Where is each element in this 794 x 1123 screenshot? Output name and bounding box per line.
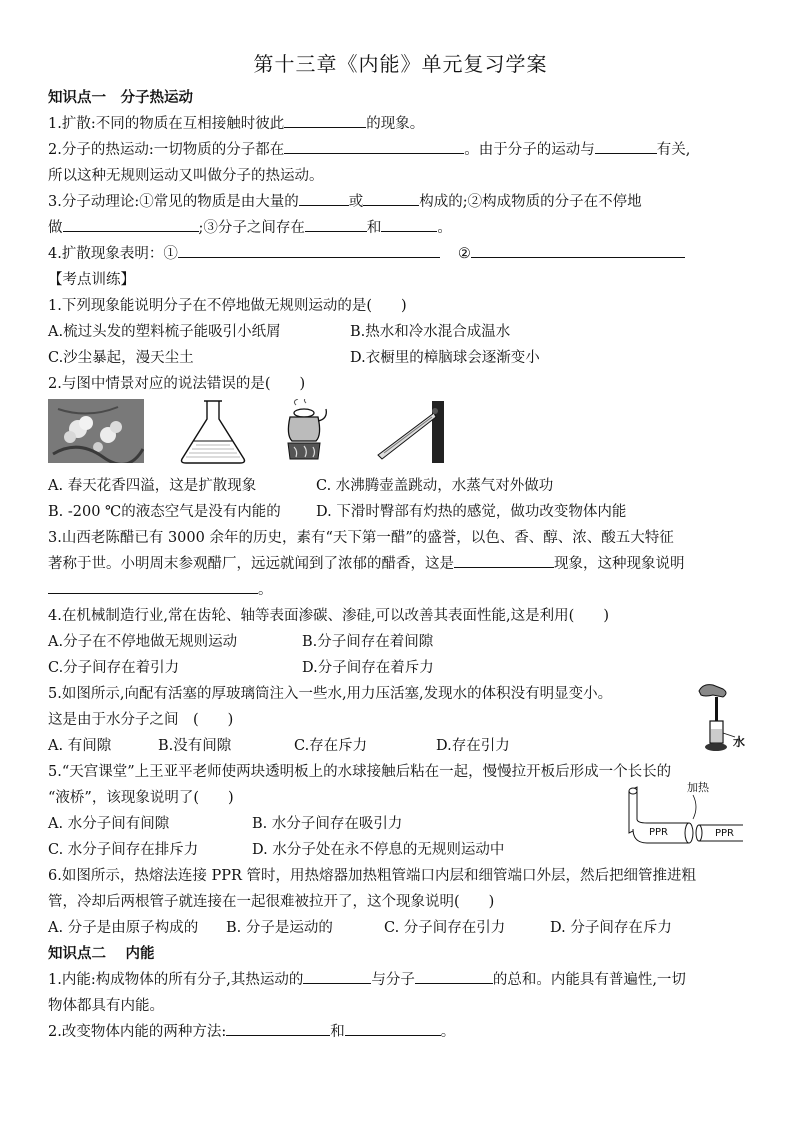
option-b[interactable]: B. 分子是运动的 <box>226 920 333 936</box>
question-5-cont: 这是由于水分子之间 ( ) <box>48 712 234 728</box>
fill-blank[interactable] <box>454 553 554 568</box>
option-d[interactable]: D.分子间存在着斥力 <box>302 660 434 676</box>
fill-blank[interactable] <box>471 243 685 258</box>
training-heading: 【考点训练】 <box>48 272 135 288</box>
slide-figure <box>374 399 454 469</box>
ppr-label-left: PPR <box>649 827 669 838</box>
piston-cylinder-figure <box>693 681 753 759</box>
question-4: 4.在机械制造行业,常在齿轮、轴等表面渗碳、渗硅,可以改善其表面性能,这是利用( ) <box>48 608 609 624</box>
text: 的现象。 <box>366 116 425 132</box>
text: 构成的;②构成物质的分子在不停地 <box>419 194 642 210</box>
option-c[interactable]: C.分子间存在着引力 <box>48 660 180 676</box>
fill-blank[interactable] <box>226 1021 330 1036</box>
fill-blank[interactable] <box>595 139 657 154</box>
question-4-options-cd <box>48 655 753 681</box>
option-a[interactable]: A. 春天花香四溢，这是扩散现象 <box>48 478 257 494</box>
option-c[interactable]: C. 水沸腾壶盖跳动，水蒸气对外做功 <box>316 478 554 494</box>
text: 。 <box>437 220 452 236</box>
fill-blank[interactable] <box>299 191 349 206</box>
question-5: 5.如图所示,向配有活塞的厚玻璃筒注入一些水,用力压活塞,发现水的体积没有明显变小。 <box>48 686 613 702</box>
heat-label: 加热 <box>687 781 709 794</box>
kp2-item-2 <box>48 1019 753 1045</box>
text: 与分子 <box>371 972 415 988</box>
question-1-options-ab <box>48 319 753 345</box>
flowers-photo <box>48 399 144 467</box>
question-4-options-ab <box>48 629 753 655</box>
option-a[interactable]: A. 分子是由原子构成的 <box>48 920 199 936</box>
water-label: 水 <box>733 735 746 749</box>
text: ;③分子之间存在 <box>198 220 305 236</box>
kp1-item-3 <box>48 189 753 215</box>
question-5-options <box>48 733 753 759</box>
section-heading-2: 知识点二 内能 <box>48 945 155 962</box>
option-a[interactable]: A.分子在不停地做无规则运动 <box>48 634 238 650</box>
fill-blank[interactable] <box>381 217 437 232</box>
option-d[interactable]: D.衣橱里的樟脑球会逐渐变小 <box>350 350 540 366</box>
text: 。 <box>440 1024 456 1040</box>
text: 。 <box>258 582 273 598</box>
kp1-item-4 <box>48 241 753 267</box>
fill-blank[interactable] <box>363 191 419 206</box>
boiling-kettle-figure <box>278 399 332 469</box>
text: 现象，这种现象说明 <box>554 556 685 572</box>
flask-figure <box>176 399 250 469</box>
option-b[interactable]: B. 水分子间存在吸引力 <box>252 816 403 832</box>
text: 或 <box>348 194 364 210</box>
question-1: 1.下列现象能说明分子在不停地做无规则运动的是( ) <box>48 298 407 314</box>
option-a[interactable]: A.梳过头发的塑料梳子能吸引小纸屑 <box>48 324 281 340</box>
worksheet-page <box>48 48 753 1045</box>
option-c[interactable]: C.存在斥力 <box>294 738 368 754</box>
option-d[interactable]: D. 水分子处在永不停息的无规则运动中 <box>252 842 505 858</box>
question-6-options <box>48 915 753 941</box>
text: 2.改变物体内能的两种方法: <box>48 1024 227 1040</box>
text: ② <box>457 246 471 262</box>
question-2-options-ac <box>48 473 753 499</box>
fill-blank[interactable] <box>178 243 440 258</box>
text: 有关, <box>656 142 691 158</box>
text: 做 <box>48 220 63 236</box>
kp1-item-1 <box>48 111 753 137</box>
option-c[interactable]: C. 水分子间存在排斥力 <box>48 842 199 858</box>
ppr-label-right: PPR <box>715 828 735 839</box>
text: 。由于分子的运动与 <box>464 142 595 158</box>
option-d[interactable]: D. 分子间存在斥力 <box>550 920 672 936</box>
question-1-options-cd <box>48 345 753 371</box>
fill-blank[interactable] <box>345 1021 441 1036</box>
question-3-cont <box>48 551 753 577</box>
kp2-item-1 <box>48 967 753 993</box>
text: 2.分子的热运动:一切物质的分子都在 <box>48 142 285 158</box>
option-b[interactable]: B. -200 ℃的液态空气是没有内能的 <box>48 504 281 520</box>
section-heading-1: 知识点一 分子热运动 <box>48 89 193 106</box>
page-title: 第十三章《内能》单元复习学案 <box>253 52 548 76</box>
fill-blank[interactable] <box>303 969 371 984</box>
text: 著称于世。小明周末参观醋厂，远远就闻到了浓郁的醋香，这是 <box>48 556 454 572</box>
question-5-block <box>48 681 753 759</box>
fill-blank[interactable] <box>415 969 493 984</box>
text: 3.分子动理论:①常见的物质是由大量的 <box>48 194 299 210</box>
kp1-item-2 <box>48 137 753 163</box>
kp1-item-3-cont <box>48 215 753 241</box>
option-d[interactable]: D. 下滑时臀部有灼热的感觉，做功改变物体内能 <box>316 504 627 520</box>
question-3-cont-2 <box>48 577 753 603</box>
question-2: 2.与图中情景对应的说法错误的是( ) <box>48 376 306 392</box>
fill-blank[interactable] <box>48 579 258 594</box>
text: 1.扩散:不同的物质在互相接触时彼此 <box>48 116 285 132</box>
question-6-cont: 管，冷却后两根管子就连接在一起很难被拉开了，这个现象说明( ) <box>48 894 495 910</box>
fill-blank[interactable] <box>284 113 366 128</box>
question-2-options-bd <box>48 499 753 525</box>
question-5-tiangong: 5.“天宫课堂”上王亚平老师使两块透明板上的水球接触后粘在一起，慢慢拉开板后形成一个长长的 <box>48 764 672 780</box>
option-b[interactable]: B.没有间隙 <box>158 738 232 754</box>
fill-blank[interactable] <box>63 217 199 232</box>
question-5-tiangong-cont: “液桥”，该现象说明了( ) <box>48 790 234 806</box>
fill-blank[interactable] <box>284 139 464 154</box>
option-a[interactable]: A. 水分子间有间隙 <box>48 816 170 832</box>
text: 4.扩散现象表明：① <box>48 246 178 262</box>
kp2-item-1-cont: 物体都具有内能。 <box>48 998 164 1014</box>
text: 的总和。内能具有普遍性,一切 <box>492 972 686 988</box>
fill-blank[interactable] <box>305 217 367 232</box>
question-6: 6.如图所示，热熔法连接 PPR 管时，用热熔器加热粗管端口内层和细管端口外层，然后把细管推进粗 <box>48 868 696 884</box>
question-2-figures <box>48 399 753 469</box>
question-3: 3.山西老陈醋已有 3000 余年的历史，素有“天下第一醋”的盛誉，以色、香、醇、浓、酸五大特征 <box>48 530 674 546</box>
option-a[interactable]: A. 有间隙 <box>48 738 112 754</box>
text: 1.内能:构成物体的所有分子,其热运动的 <box>48 972 304 988</box>
option-b[interactable]: B.分子间存在着间隙 <box>302 634 434 650</box>
text: 和 <box>366 220 382 236</box>
ppr-pipe-figure <box>623 781 753 851</box>
question-5x-block <box>48 759 753 863</box>
text: 和 <box>330 1024 345 1040</box>
option-c[interactable]: C.沙尘暴起，漫天尘土 <box>48 350 194 366</box>
kp1-item-2-cont: 所以这种无规则运动又叫做分子的热运动。 <box>48 168 324 184</box>
option-c[interactable]: C. 分子间存在引力 <box>384 920 506 936</box>
option-b[interactable]: B.热水和冷水混合成温水 <box>350 324 511 340</box>
option-d[interactable]: D.存在引力 <box>436 738 510 754</box>
